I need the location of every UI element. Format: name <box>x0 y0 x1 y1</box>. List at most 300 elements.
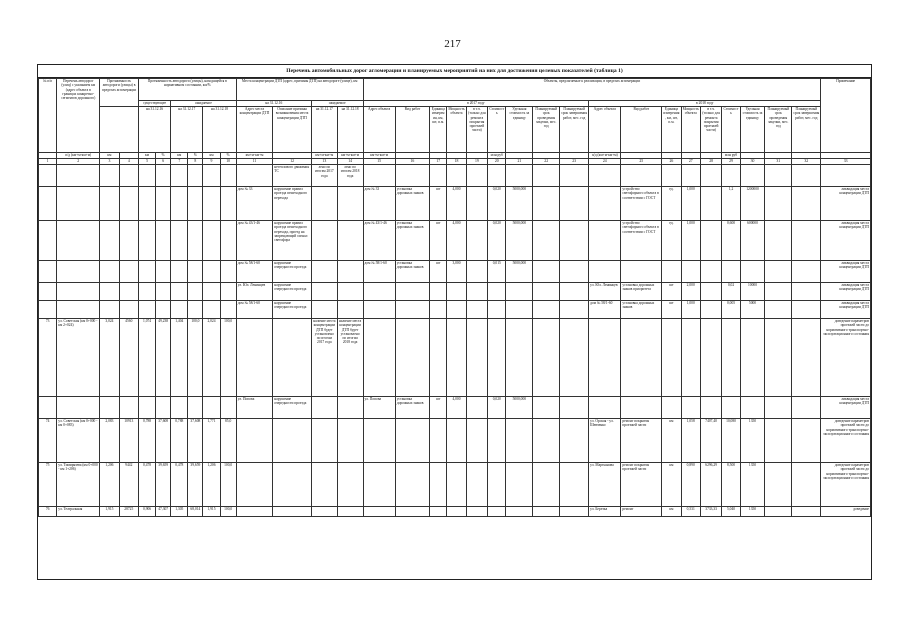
table-cell: 5,040 <box>722 507 740 517</box>
column-number: 27 <box>681 159 700 165</box>
table-cell: 7407,40 <box>700 419 721 463</box>
table-cell <box>57 283 100 301</box>
table-cell <box>39 165 57 187</box>
table-cell <box>156 261 171 283</box>
table-cell <box>119 301 138 319</box>
table-cell <box>765 165 792 187</box>
table-cell <box>337 187 363 221</box>
table-cell <box>220 301 236 319</box>
table-cell: км <box>662 419 681 463</box>
table-cell <box>700 187 721 221</box>
column-number: 29 <box>722 159 740 165</box>
table-cell <box>765 283 792 301</box>
table-cell <box>700 301 721 319</box>
table-cell: установка дорожных знаков <box>395 397 429 419</box>
table-cell <box>119 221 138 261</box>
hdr-unit-row-13: км+м-км+м <box>311 153 337 159</box>
hdr-n-y2016: на 31.12.16 <box>138 107 170 153</box>
hdr-unit-row-29: млн руб <box>722 153 740 159</box>
table-cell <box>488 283 506 301</box>
hdr-year2018: в 2018 году <box>589 101 821 107</box>
table-cell: ул. Советская (км 0+000 - км 2+024) <box>57 319 100 397</box>
table-cell <box>395 507 429 517</box>
table-cell <box>681 165 700 187</box>
table-cell <box>203 165 220 187</box>
hdr-unit-row-6: % <box>156 153 171 159</box>
table-cell: ул. Попова <box>236 397 273 419</box>
table-cell: устройство светофорного объекта в соответствии с ГОСТ <box>621 187 662 221</box>
table-cell <box>447 165 466 187</box>
table-cell: нетеплового движения ТС <box>273 165 312 187</box>
column-number: 3 <box>100 159 119 165</box>
table-cell: 39,659 <box>156 463 171 507</box>
table-cell <box>395 301 429 319</box>
column-number: 13 <box>311 159 337 165</box>
table-cell: км <box>662 507 681 517</box>
column-number: 21 <box>506 159 533 165</box>
table-cell <box>203 283 220 301</box>
table-cell: наличие места концентрации ДТП будет установлено по итогам 2017 года <box>311 319 337 397</box>
table-cell <box>311 301 337 319</box>
table-cell: 600000 <box>740 221 765 261</box>
hdr-n-y2018: на 31.12.18 <box>203 107 236 153</box>
table-cell: ликвидация места концентрации ДТП <box>821 221 871 261</box>
table-cell: 1,305 <box>171 507 188 517</box>
table-cell <box>488 319 506 397</box>
table-row <box>39 419 871 463</box>
table-cell: шт <box>430 187 447 221</box>
table-cell <box>488 301 506 319</box>
table-cell <box>430 507 447 517</box>
table-cell: 0,600 <box>722 221 740 261</box>
table-cell <box>560 283 589 301</box>
table-cell: 100,0 <box>220 463 236 507</box>
hdr-finish-18: Планируемый срок завершения работ, мес. год <box>792 107 821 153</box>
table-cell <box>395 419 429 463</box>
table-cell <box>533 419 560 463</box>
column-number: 19 <box>466 159 487 165</box>
table-cell <box>792 221 821 261</box>
table-cell <box>138 187 155 221</box>
table-cell <box>447 507 466 517</box>
table-cell <box>138 301 155 319</box>
table-cell: ул. Юл. Ленинцев <box>236 283 273 301</box>
table-cell <box>100 301 119 319</box>
table-cell: 100,0 <box>220 507 236 517</box>
table-cell: 47,307 <box>156 507 171 517</box>
hdr-unit-row-20: млн руб <box>488 153 506 159</box>
column-number: 4 <box>119 159 138 165</box>
table-cell: 0,531 <box>681 507 700 517</box>
table-cell <box>156 397 171 419</box>
column-number: 10 <box>220 159 236 165</box>
table-cell <box>533 165 560 187</box>
table-cell <box>466 419 487 463</box>
table-cell: 0,788 <box>138 419 155 463</box>
table-cell <box>506 419 533 463</box>
table-cell <box>171 221 188 261</box>
hdr-normative: Протяженность автодороги (улицы), находящейся в нормативном состоянии, км/% <box>138 79 236 101</box>
table-row <box>39 507 871 517</box>
table-row <box>39 319 871 397</box>
table-cell: 1350 <box>740 463 765 507</box>
table-cell: 0,478 <box>138 463 155 507</box>
table-cell <box>220 221 236 261</box>
hdr-dtp-places: Места концентрации ДТП (адрес, причины ДТП) на автодороге (улице), км <box>236 79 363 101</box>
table-cell <box>792 187 821 221</box>
table-cell: нарушение правил проезда пешеходного перехода, проезд на запрещающий сигнал светофора <box>273 221 312 261</box>
column-number: 22 <box>533 159 560 165</box>
table-cell: 4560 <box>119 319 138 397</box>
table-cell: 9442 <box>119 463 138 507</box>
table-cell <box>533 397 560 419</box>
hdr-unit-row-9: км <box>203 153 220 159</box>
table-cell <box>100 397 119 419</box>
table-cell: дом № 58/1-60 <box>236 261 273 283</box>
hdr-address-place: Адрес места концентрации ДТП <box>236 107 273 153</box>
table-cell <box>700 261 721 283</box>
column-number: 6 <box>156 159 171 165</box>
table-cell <box>533 301 560 319</box>
table-cell <box>188 283 203 301</box>
table-cell <box>447 283 466 301</box>
table-cell: ул. Мартьянова <box>589 463 621 507</box>
table-cell <box>156 283 171 301</box>
table-cell <box>430 301 447 319</box>
table-cell: дом № 58/1-60 <box>589 301 621 319</box>
table-cell <box>156 221 171 261</box>
table-cell <box>337 261 363 283</box>
hdr-existing: существующее <box>138 101 170 107</box>
table-cell <box>533 221 560 261</box>
table-cell: 1,915 <box>203 507 220 517</box>
column-number: 1 <box>39 159 57 165</box>
table-cell: 5000,000 <box>506 261 533 283</box>
table-cell <box>203 301 220 319</box>
table-cell: дом № 58/1-60 <box>363 261 395 283</box>
table-cell: 37,608 <box>156 419 171 463</box>
hdr-n-y2017: на 31.12.17 <box>171 107 203 153</box>
table-cell <box>792 283 821 301</box>
column-number: 2 <box>57 159 100 165</box>
table-cell: ед. <box>662 221 681 261</box>
table-cell <box>792 261 821 283</box>
table-cell: 4,000 <box>447 221 466 261</box>
table-row <box>39 301 871 319</box>
table-cell: 28725 <box>119 507 138 517</box>
hdr-addr-obj-17: Адрес объекта <box>363 107 395 153</box>
table-cell: 1,074 <box>138 319 155 397</box>
table-cell <box>488 463 506 507</box>
table-cell <box>589 319 621 397</box>
table-cell <box>39 397 57 419</box>
table-cell: 2,024 <box>203 319 220 397</box>
table-cell <box>100 261 119 283</box>
table-cell <box>57 301 100 319</box>
table-cell <box>466 301 487 319</box>
table-cell <box>466 283 487 301</box>
table-cell <box>236 319 273 397</box>
table-cell: установка дорожных знаков <box>395 261 429 283</box>
table-cell <box>430 283 447 301</box>
table-cell <box>560 261 589 283</box>
table-cell <box>188 301 203 319</box>
table-cell <box>363 463 395 507</box>
table-cell <box>765 301 792 319</box>
table-cell: дом № 33 <box>236 187 273 221</box>
table-cell <box>236 463 273 507</box>
table-cell: дом № 58/1-60 <box>236 301 273 319</box>
table-cell: 39,659 <box>188 463 203 507</box>
table-cell <box>430 165 447 187</box>
table-cell <box>700 397 721 419</box>
table-cell <box>821 165 871 187</box>
table-cell: доведение параметров проезжей части до нормативного транспортно-эксплуатационного состояния <box>821 319 871 397</box>
table-row <box>39 397 871 419</box>
table-cell <box>466 507 487 517</box>
table-cell <box>765 419 792 463</box>
table-cell: ул. Театральная <box>57 507 100 517</box>
table-cell <box>533 187 560 221</box>
table-cell <box>273 319 312 397</box>
hdr-buy-17: Планируемый срок проведения закупки, мес. год <box>533 107 560 153</box>
table-cell <box>119 261 138 283</box>
table-cell <box>560 221 589 261</box>
table-cell <box>430 463 447 507</box>
table-cell <box>119 165 138 187</box>
table-cell <box>100 221 119 261</box>
hdr-unit-row-15: км+м-км+м <box>363 153 395 159</box>
table-cell <box>765 507 792 517</box>
table-cell <box>311 261 337 283</box>
hdr-work-18: Вид работ <box>621 107 662 153</box>
table-cell: ремонт покрытия проезжей части <box>621 463 662 507</box>
table-cell <box>722 319 740 397</box>
table-cell: нарушение очередности проезда <box>273 283 312 301</box>
table-cell <box>560 165 589 187</box>
table-row <box>39 261 871 283</box>
table-cell <box>337 283 363 301</box>
table-cell <box>273 463 312 507</box>
table-cell: ликвидация места концентрации ДТП <box>821 283 871 301</box>
table-cell: установка дорожных знаков <box>395 221 429 261</box>
table-cell: 10913 <box>119 419 138 463</box>
data-table <box>38 78 871 517</box>
hdr-cost-17: Стоимость <box>488 107 506 153</box>
table-cell <box>589 221 621 261</box>
table-cell <box>188 221 203 261</box>
table-cell: 1350 <box>740 419 765 463</box>
table-cell: ед. <box>662 187 681 221</box>
hdr-plan: ожидаемое <box>171 101 237 107</box>
table-cell <box>792 301 821 319</box>
table-cell: 1,000 <box>681 187 700 221</box>
table-cell: 0,02 <box>722 283 740 301</box>
table-cell <box>488 165 506 187</box>
table-cell <box>138 261 155 283</box>
table-cell: 1,2 <box>722 187 740 221</box>
table-cell: доведение параметров проезжей части до нормативного транспортно-эксплуатационного состояния <box>821 463 871 507</box>
table-cell <box>792 165 821 187</box>
table-cell <box>100 283 119 301</box>
table-cell <box>57 261 100 283</box>
table-cell <box>188 165 203 187</box>
table-cell <box>662 165 681 187</box>
table-cell: 0,020 <box>488 397 506 419</box>
table-cell <box>506 283 533 301</box>
table-cell <box>466 463 487 507</box>
table-cell <box>39 301 57 319</box>
table-cell <box>220 165 236 187</box>
table-cell: ул. Березка <box>589 507 621 517</box>
table-cell <box>311 463 337 507</box>
table-cell <box>363 319 395 397</box>
table-cell: установка дорожных знаков приоритета <box>621 283 662 301</box>
table-cell <box>138 283 155 301</box>
hdr-incl-18: в т.ч. (только для ремонта покрытия проезжей части) <box>700 107 721 153</box>
table-cell: шт <box>430 221 447 261</box>
hdr-incl-17: в т.ч. (только для ремонта покрытия проезжей части) <box>466 107 487 153</box>
table-cell <box>792 397 821 419</box>
table-cell <box>188 397 203 419</box>
table-cell: дом № 43/1-46 <box>363 221 395 261</box>
column-number: 30 <box>740 159 765 165</box>
table-cell: 10000 <box>740 283 765 301</box>
table-cell <box>430 419 447 463</box>
table-cell: 3,000 <box>447 261 466 283</box>
table-cell: 6296,29 <box>700 463 721 507</box>
table-cell <box>100 187 119 221</box>
table-cell <box>589 187 621 221</box>
table-cell <box>722 397 740 419</box>
table-cell <box>57 221 100 261</box>
column-number: 33 <box>821 159 871 165</box>
table-cell <box>39 187 57 221</box>
hdr-buy-18: Планируемый срок проведения закупки, мес. год <box>765 107 792 153</box>
table-cell <box>273 419 312 463</box>
table-cell <box>662 319 681 397</box>
table-cell: 2,000 <box>681 283 700 301</box>
column-number: 31 <box>765 159 792 165</box>
hdr-unit-row-8: % <box>188 153 203 159</box>
table-cell: 100,0 <box>220 319 236 397</box>
table-cell <box>337 301 363 319</box>
table-cell: 5000,000 <box>506 397 533 419</box>
table-cell: 4,000 <box>447 187 466 221</box>
column-number: 15 <box>363 159 395 165</box>
table-cell <box>220 397 236 419</box>
table-cell <box>57 165 100 187</box>
table-cell <box>311 397 337 419</box>
table-cell: шт <box>662 283 681 301</box>
table-cell <box>506 507 533 517</box>
table-cell <box>792 463 821 507</box>
table-cell: 1,404 <box>171 319 188 397</box>
table-cell <box>311 283 337 301</box>
table-cell: 1,915 <box>100 507 119 517</box>
table-cell: 1,000 <box>681 221 700 261</box>
table-cell: 0,478 <box>171 463 188 507</box>
table-cell <box>700 221 721 261</box>
table-cell <box>39 283 57 301</box>
table-cell <box>533 507 560 517</box>
table-cell <box>589 397 621 419</box>
table-cell <box>722 261 740 283</box>
table-cell: 1,058 <box>681 419 700 463</box>
column-number: 14 <box>337 159 363 165</box>
table-cell <box>533 261 560 283</box>
table-cell <box>466 319 487 397</box>
table-cell: доведение параметров проезжей части до нормативного транспортно-эксплуатационного состояния <box>821 419 871 463</box>
table-cell: ликвидация места концентрации ДТП <box>821 261 871 283</box>
table-cell <box>337 221 363 261</box>
table-cell <box>700 319 721 397</box>
table-cell: 2,083 <box>100 419 119 463</box>
table-cell <box>203 261 220 283</box>
table-cell: ул. Попова <box>363 397 395 419</box>
table-cell <box>506 165 533 187</box>
table-cell <box>236 507 273 517</box>
table-cell <box>447 463 466 507</box>
hdr-power-18: Мощность объекта <box>681 107 700 153</box>
table-cell: 5000,000 <box>506 221 533 261</box>
hdr-note: Примечание <box>821 79 871 153</box>
table-cell <box>466 221 487 261</box>
hdr-d-y2018: на 31.12.18 <box>337 107 363 153</box>
table-cell: ремонт покрытия проезжей части <box>621 419 662 463</box>
hdr-d-y2017: на 31.12.17 <box>311 107 337 153</box>
table-cell <box>466 187 487 221</box>
table-cell: 75 <box>39 463 57 507</box>
table-cell: 1350 <box>740 507 765 517</box>
table-cell <box>156 301 171 319</box>
table-cell <box>447 319 466 397</box>
table-cell <box>589 261 621 283</box>
table-cell <box>337 507 363 517</box>
table-cell: дом № 43/1-46 <box>236 221 273 261</box>
table-cell <box>621 261 662 283</box>
table-cell: 68,014 <box>188 507 203 517</box>
table-cell <box>700 165 721 187</box>
table-cell <box>311 507 337 517</box>
table-cell <box>39 221 57 261</box>
table-cell: 1200000 <box>740 187 765 221</box>
table-cell: нарушение очередности проезда <box>273 397 312 419</box>
table-cell: ул. Юл. Ленинцев <box>589 283 621 301</box>
column-number: 25 <box>621 159 662 165</box>
table-cell <box>273 507 312 517</box>
table-cell <box>740 397 765 419</box>
table-cell <box>220 261 236 283</box>
table-cell <box>311 221 337 261</box>
hdr-addr-obj-18: Адрес объекта <box>589 107 621 153</box>
table-cell <box>662 261 681 283</box>
table-cell: км <box>662 463 681 507</box>
column-number: 5 <box>138 159 155 165</box>
table-cell: шт <box>662 301 681 319</box>
table-cell: нарушение очередности проезда <box>273 261 312 283</box>
hdr-num: № п/п <box>39 79 57 153</box>
table-cell: 0,906 <box>138 507 155 517</box>
hdr-road-list: Перечень автодорог (улиц) с указанием км (адрес объекта в границах конкретно-сегментов дорожного) <box>57 79 100 153</box>
table-cell <box>311 419 337 463</box>
hdr-unit-row-10: % <box>220 153 236 159</box>
hdr-unit-18: Единица измерения, км, шт, п.м. <box>662 107 681 153</box>
table-cell <box>100 165 119 187</box>
table-row <box>39 463 871 507</box>
table-cell <box>171 187 188 221</box>
column-number: 9 <box>203 159 220 165</box>
